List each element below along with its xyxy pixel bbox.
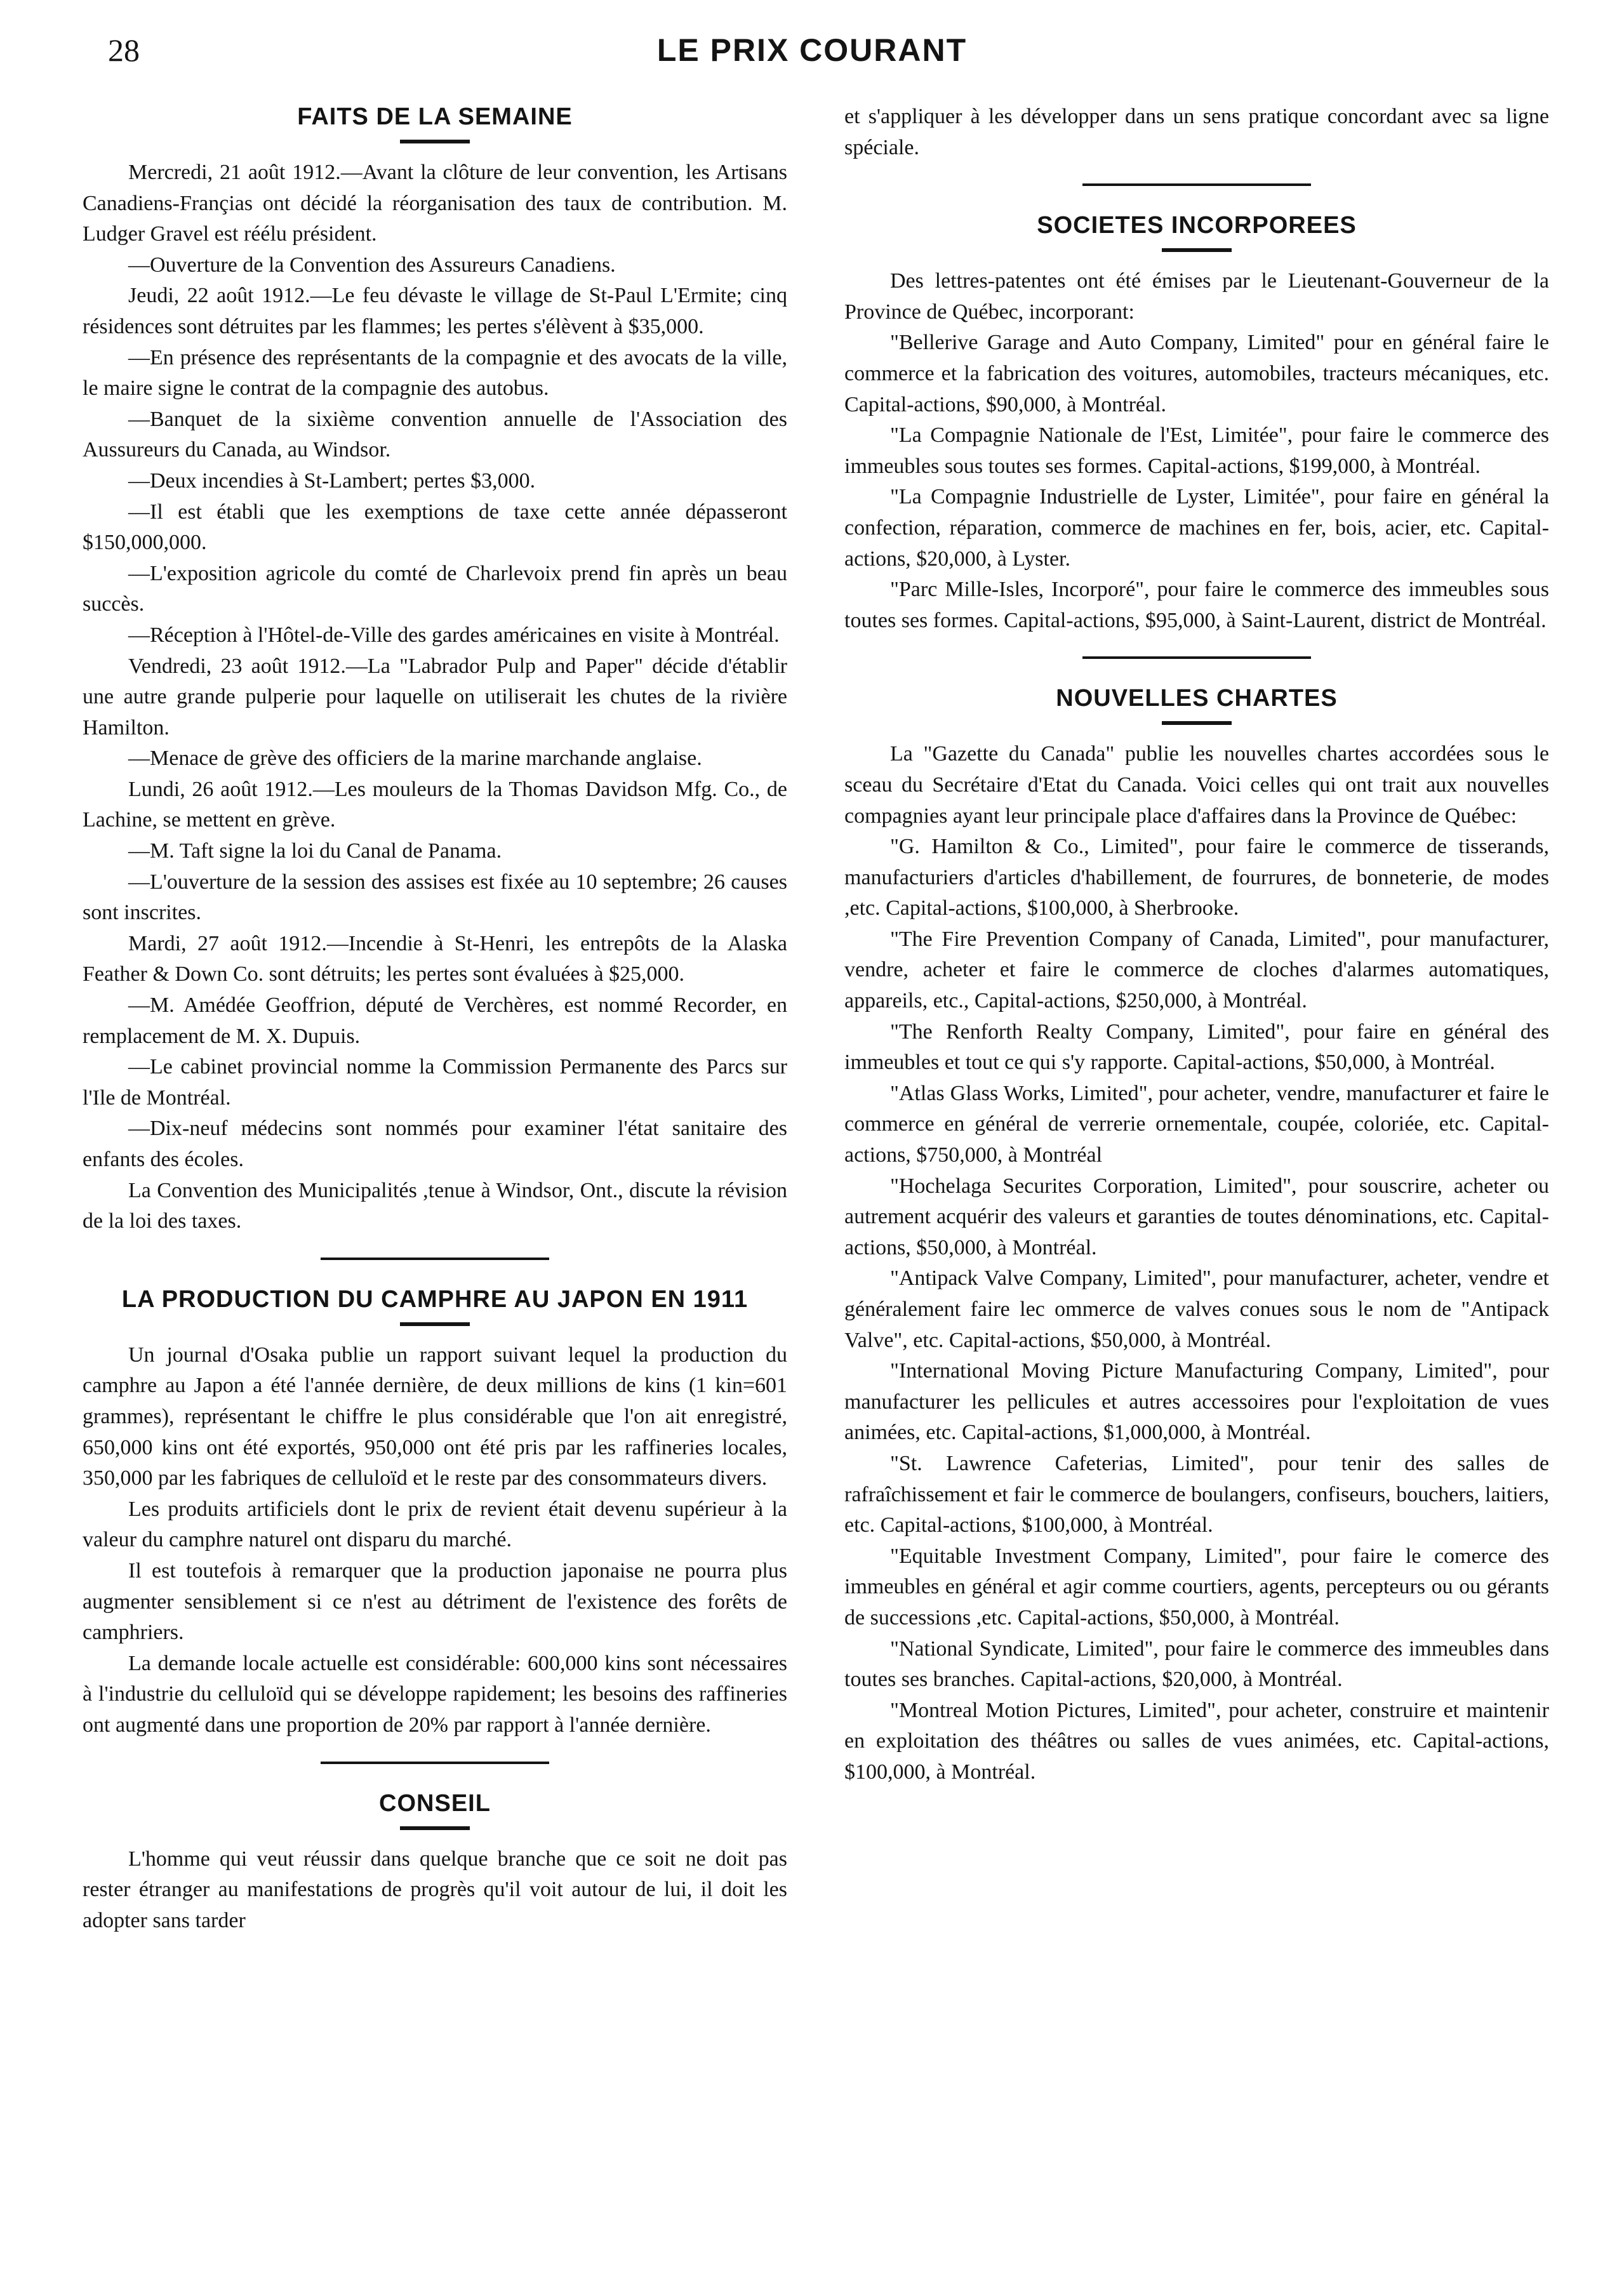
chartes-paragraph: "St. Lawrence Cafeterias, Limited", pour tenir des salles de rafraîchissement et fair le commerce de boulangers, confiseurs, bouchers, laitiers, etc. Capital-actions, $100,000, à Montréal. bbox=[844, 1451, 1549, 1537]
faits-heading: FAITS DE LA SEMAINE bbox=[297, 103, 573, 130]
faits-paragraph: —Dix-neuf médecins sont nommés pour examiner l'état sanitaire des enfants des écoles. bbox=[83, 1117, 787, 1171]
camphre-heading: LA PRODUCTION DU CAMPHRE AU JAPON EN 1911 bbox=[121, 1285, 749, 1313]
camphre-paragraph: Un journal d'Osaka publie un rapport suivant lequel la production du camphre au Japon a été l'année dernière, de deux millions de kins (1 kin=601 grammes), représentant le chiffre le plus considérable que l'on ait enregistré, 650,000 kins ont été exportés, 950,000 ont été pris par les raffineries locales, 350,000 par les fabriques de celluloïd et le reste par des consommateurs divers. bbox=[83, 1343, 787, 1490]
societes-paragraph: "La Compagnie Industrielle de Lyster, Limitée", pour faire en général la confection, réparation, commerce de machines en fer, bois, acier, etc. Capital-actions, $20,000, à Lyster. bbox=[844, 485, 1549, 571]
divider bbox=[1162, 721, 1232, 725]
faits-paragraph: —Il est établi que les exemptions de taxe cette année dépasseront $150,000,000. bbox=[83, 500, 787, 555]
conseil-heading: CONSEIL bbox=[379, 1789, 491, 1817]
section-chartes bbox=[844, 683, 1549, 1788]
section-conseil bbox=[83, 1788, 787, 1937]
faits-paragraph: —Menace de grève des officiers de la marine marchande anglaise. bbox=[128, 747, 702, 771]
camphre-paragraph: Il est toutefois à remarquer que la production japonaise ne pourra plus augmenter sensiblement si ce n'est au détriment de l'existence des forêts de camphriers. bbox=[83, 1558, 787, 1645]
faits-paragraph: —Deux incendies à St-Lambert; pertes $3,000. bbox=[128, 468, 536, 493]
divider bbox=[400, 1322, 470, 1326]
chartes-paragraph: "G. Hamilton & Co., Limited", pour faire le commerce de tisserands, manufacturiers d'articles d'habillement, de fourrures, de bonneterie, de modes ,etc. Capital-actions, $100,000, à Sherbrooke. bbox=[844, 835, 1549, 920]
chartes-paragraph: "International Moving Picture Manufacturing Company, Limited", pour manufacturer les pellicules et autres accessoires pour l'exploitation de vues animées, etc. Capital-actions, $1,000,000, à Montréal. bbox=[844, 1359, 1549, 1445]
chartes-paragraph: "The Renforth Realty Company, Limited", pour faire en général des immeubles et tout ce qui s'y rapporte. Capital-actions, $50,000, à Montréal. bbox=[844, 1019, 1549, 1075]
chartes-paragraph: "Equitable Investment Company, Limited", pour faire le comerce des immeubles en général et agir comme courtiers, agents, percepteurs ou ou gérants de successions ,etc. Capital-actions, $50,000, à Montréal. bbox=[844, 1544, 1549, 1629]
section-divider bbox=[321, 1258, 549, 1260]
societes-paragraph: "Bellerive Garage and Auto Company, Limited" pour en général faire le commerce et la fabrication des voitures, automobiles, tracteurs mécaniques, etc. Capital-actions, $90,000, à Montréal. bbox=[844, 331, 1549, 416]
faits-paragraph: Lundi, 26 août 1912.—Les mouleurs de la Thomas Davidson Mfg. Co., de Lachine, se mettent en grève. bbox=[83, 777, 787, 832]
faits-paragraph: —Ouverture de la Convention des Assureurs Canadiens. bbox=[128, 253, 616, 277]
page-title: LE PRIX COURANT bbox=[656, 32, 968, 68]
chartes-paragraph: "Antipack Valve Company, Limited", pour manufacturer, acheter, vendre et généralement faire lec ommerce de valves conues sous le nom de "Antipack Valve", etc. Capital-actions, $50,000, à Montréal. bbox=[844, 1266, 1549, 1352]
section-camphre bbox=[83, 1284, 787, 1741]
chartes-paragraph: "Atlas Glass Works, Limited", pour acheter, vendre, manufacturer et faire le commerce en général de verrerie ornementale, coupée, coloriée, etc. Capital-actions, $750,000, à Montréal bbox=[844, 1081, 1549, 1167]
chartes-paragraph: "The Fire Prevention Company of Canada, Limited", pour manufacturer, vendre, acheter et faire le commerce de cloches d'alarmes automatiques, appareils, etc., Capital-actions, $250,000, à Montréal. bbox=[844, 927, 1549, 1013]
faits-paragraph: —Banquet de la sixième convention annuelle de l'Association des Aussureurs du Canada, au Windsor. bbox=[83, 407, 787, 462]
camphre-paragraph: Les produits artificiels dont le prix de revient était devenu supérieur à la valeur du camphre naturel ont disparu du marché. bbox=[83, 1497, 787, 1552]
faits-paragraph: Mercredi, 21 août 1912.—Avant la clôture de leur convention, les Artisans Canadiens-Françias ont décidé la réorganisation des taux de contribution. M. Ludger Gravel est réélu président. bbox=[83, 161, 787, 246]
section-societes bbox=[844, 210, 1549, 636]
section-divider bbox=[1082, 656, 1311, 659]
societes-paragraph: "Parc Mille-Isles, Incorporé", pour faire le commerce des immeubles sous toutes ses formes. Capital-actions, $95,000, à Saint-Laurent, district de Montréal. bbox=[844, 578, 1549, 632]
chartes-paragraph: "National Syndicate, Limited", pour faire le commerce des immeubles dans toutes ses branches. Capital-actions, $20,000, à Montréal. bbox=[844, 1636, 1549, 1692]
divider bbox=[1162, 248, 1232, 252]
faits-paragraph: —L'ouverture de la session des assises est fixée au 10 septembre; 26 causes sont inscrites. bbox=[83, 870, 787, 925]
faits-paragraph: —En présence des représentants de la compagnie et des avocats de la ville, le maire signe le contrat de la compagnie des autobus. bbox=[83, 345, 787, 401]
chartes-paragraph: La "Gazette du Canada" publie les nouvelles chartes accordées sous le sceau du Secrétaire d'Etat du Canada. Voici celles qui ont trait aux nouvelles compagnies ayant leur principale place d'affaires dans la Province de Québec: bbox=[844, 742, 1549, 828]
faits-paragraph: —M. Taft signe la loi du Canal de Panama. bbox=[128, 839, 502, 863]
page-number: 28 bbox=[108, 32, 140, 68]
section-faits bbox=[83, 102, 787, 1237]
right-column bbox=[844, 102, 1549, 1788]
faits-paragraph: Vendredi, 23 août 1912.—La "Labrador Pulp and Paper" décide d'établir une autre grande pulperie pour laquelle on utiliserait les chutes de la rivière Hamilton. bbox=[83, 654, 787, 740]
societes-heading: SOCIETES INCORPOREES bbox=[1037, 212, 1357, 239]
faits-paragraph: —Réception à l'Hôtel-de-Ville des gardes américaines en visite à Montréal. bbox=[128, 623, 780, 647]
chartes-paragraph: "Hochelaga Securites Corporation, Limited", pour souscrire, acheter ou autrement acquérir des valeurs et garanties de toutes dénominations, etc. Capital-actions, $50,000, à Montréal. bbox=[844, 1174, 1549, 1259]
faits-paragraph: Mardi, 27 août 1912.—Incendie à St-Henri, les entrepôts de la Alaska Feather & Down Co. sont détruits; les pertes sont évaluées à $25,000. bbox=[83, 931, 787, 986]
conseil-continuation: et s'appliquer à les développer dans un sens pratique concordant avec sa ligne spéciale. bbox=[844, 105, 1549, 159]
section-divider bbox=[321, 1762, 549, 1764]
faits-paragraph: —M. Amédée Geoffrion, député de Verchères, est nommé Recorder, en remplacement de M. X. Dupuis. bbox=[83, 993, 787, 1048]
left-column bbox=[83, 102, 787, 1936]
chartes-heading: NOUVELLES CHARTES bbox=[1056, 685, 1338, 712]
divider bbox=[400, 1826, 470, 1830]
societes-paragraph: Des lettres-patentes ont été émises par le Lieutenant-Gouverneur de la Province de Québec, incorporant: bbox=[844, 269, 1549, 324]
faits-paragraph: Jeudi, 22 août 1912.—Le feu dévaste le village de St-Paul L'Ermite; cinq résidences sont détruites par les flammes; les pertes s'élèvent à $35,000. bbox=[83, 284, 787, 338]
faits-paragraph: —L'exposition agricole du comté de Charlevoix prend fin après un beau succès. bbox=[83, 561, 787, 616]
divider bbox=[400, 140, 470, 143]
section-divider bbox=[1082, 183, 1311, 186]
camphre-paragraph: La demande locale actuelle est considérable: 600,000 kins sont nécessaires à l'industrie du celluloïd qui se développe rapidement; les besoins des raffineries ont augmenté dans une proportion de 20% par rapport à l'année dernière. bbox=[83, 1651, 787, 1737]
faits-paragraph: La Convention des Municipalités ,tenue à Windsor, Ont., discute la révision de la loi des taxes. bbox=[83, 1178, 787, 1233]
societes-paragraph: "La Compagnie Nationale de l'Est, Limitée", pour faire le commerce des immeubles sous toutes ses formes. Capital-actions, $199,000, à Montréal. bbox=[844, 423, 1549, 478]
faits-paragraph: —Le cabinet provincial nomme la Commission Permanente des Parcs sur l'Ile de Montréal. bbox=[83, 1055, 787, 1110]
chartes-paragraph: "Montreal Motion Pictures, Limited", pour acheter, construire et maintenir en exploitation des théâtres ou salles de vues animées, etc. Capital-actions, $100,000, à Montréal. bbox=[844, 1698, 1549, 1784]
conseil-paragraph: L'homme qui veut réussir dans quelque branche que ce soit ne doit pas rester étranger au manifestations de progrès qu'il voit autour de lui, il doit les adopter sans tarder bbox=[83, 1847, 787, 1932]
